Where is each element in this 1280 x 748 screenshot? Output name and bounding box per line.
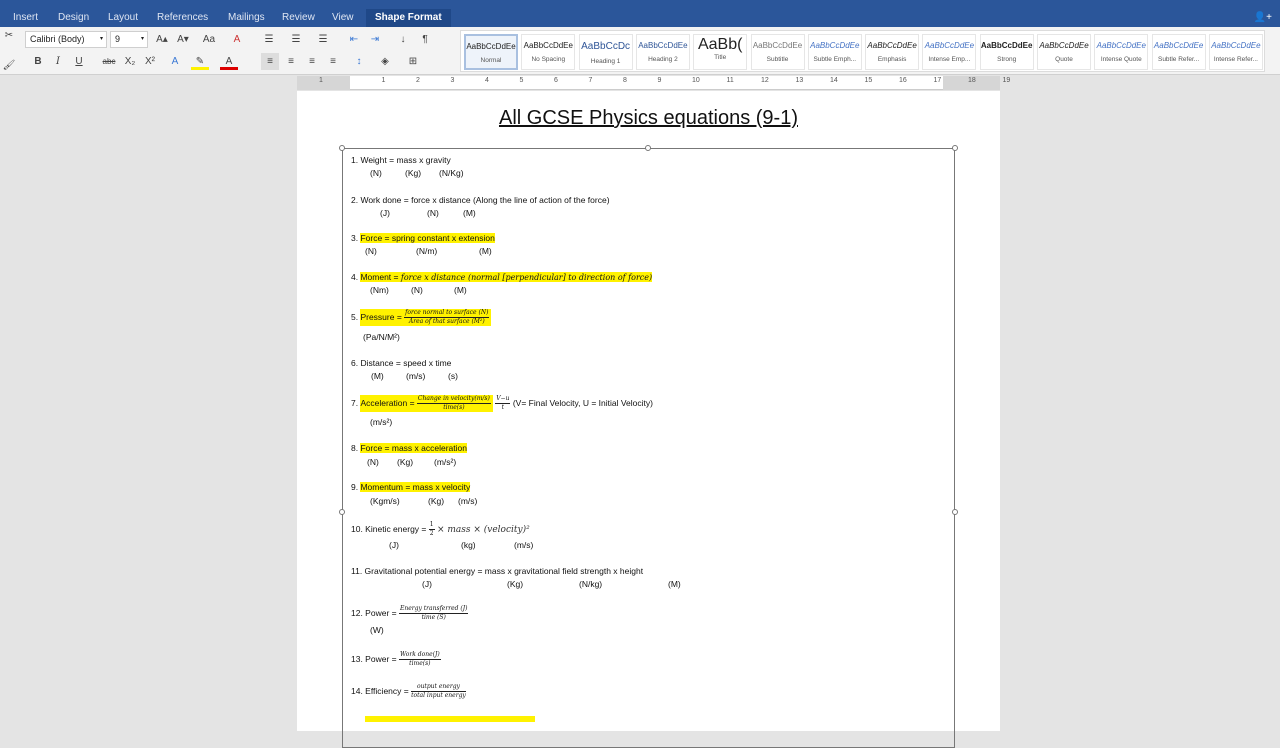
unit: (M) bbox=[479, 246, 492, 256]
tab-layout[interactable]: Layout bbox=[108, 12, 139, 23]
unit: (M) bbox=[463, 208, 476, 218]
style-sample: AaBbCcDdEe bbox=[810, 41, 860, 50]
ruler-number: 5 bbox=[519, 77, 524, 84]
ruler-number: 3 bbox=[450, 77, 455, 84]
unit: (N/Kg) bbox=[439, 168, 464, 178]
equation-work-done: 2. Work done = force x distance (Along the line of action of the force) bbox=[351, 195, 610, 205]
unit: (m/s²) bbox=[434, 457, 457, 467]
style-intense-quote[interactable] bbox=[1094, 34, 1148, 70]
unit: (N) bbox=[427, 208, 439, 218]
multilevel-list-icon[interactable]: ☰ bbox=[318, 34, 328, 45]
style-no-spacing[interactable] bbox=[521, 34, 575, 70]
align-right-icon[interactable]: ≡ bbox=[309, 56, 315, 67]
style-subtle-refer[interactable] bbox=[1152, 34, 1206, 70]
equation-power-energy: 12. Power = $\frac{\text{Energy transferred (J)}}{\text{time (S)}}$ bbox=[351, 605, 468, 621]
unit: (m/s) bbox=[458, 496, 478, 506]
ruler-number: 11 bbox=[726, 77, 734, 84]
ruler-number: 16 bbox=[899, 77, 907, 84]
tab-shape-format[interactable]: Shape Format bbox=[366, 9, 451, 27]
style-name: Quote bbox=[1055, 56, 1073, 63]
text-effects-icon[interactable]: A bbox=[171, 56, 179, 67]
unit: (N) bbox=[370, 168, 382, 178]
unit: (J) bbox=[422, 579, 432, 589]
equation-acceleration: 7. Acceleration = $\frac{\text{Change in velocity(m/s)}}{\text{time(s)}}$ $\frac{V-u}{t}$ (V= Final Velocity, U = Initial Velocity) bbox=[351, 395, 653, 411]
borders-icon[interactable]: ⊞ bbox=[408, 56, 418, 67]
ruler-number: 18 bbox=[968, 77, 976, 84]
style-sample: AaBbCcDdEe bbox=[867, 41, 917, 50]
tab-mailings[interactable]: Mailings bbox=[228, 12, 265, 23]
ribbon-tab-bar bbox=[0, 0, 1280, 27]
style-sample: AaBbCcDdEe bbox=[523, 41, 573, 50]
superscript-button[interactable]: X² bbox=[145, 56, 155, 67]
style-name: Intense Refer... bbox=[1213, 56, 1258, 63]
unit: (Kgm/s) bbox=[370, 496, 400, 506]
justify-icon[interactable]: ≡ bbox=[330, 56, 336, 67]
sort-icon[interactable]: ↓ bbox=[400, 34, 406, 45]
increase-indent-icon[interactable]: ⇥ bbox=[370, 34, 380, 45]
unit: (kg) bbox=[461, 540, 476, 550]
strikethrough-button[interactable]: abc bbox=[102, 57, 116, 66]
equation-moment: 4. Moment = force x distance (normal [perpendicular] to direction of force) bbox=[351, 272, 653, 282]
document-title: All GCSE Physics equations (9-1) bbox=[498, 107, 798, 129]
style-name: Subtle Refer... bbox=[1157, 56, 1200, 63]
style-subtitle[interactable] bbox=[751, 34, 805, 70]
highlight-icon[interactable]: ✎ bbox=[191, 53, 209, 70]
tab-design[interactable]: Design bbox=[58, 12, 90, 23]
resize-handle[interactable] bbox=[952, 145, 958, 151]
style-title[interactable] bbox=[693, 34, 747, 70]
unit: (N) bbox=[367, 457, 379, 467]
tab-review[interactable]: Review bbox=[282, 12, 315, 23]
ruler-number: 13 bbox=[795, 77, 804, 84]
equation-spring-force: 3. Force = spring constant x extension bbox=[351, 233, 495, 243]
clear-formatting-icon[interactable]: A bbox=[233, 34, 241, 45]
subscript-button[interactable]: X₂ bbox=[124, 56, 136, 67]
font-color-icon[interactable]: A bbox=[220, 53, 238, 70]
unit: (M) bbox=[371, 371, 384, 381]
resize-handle[interactable] bbox=[339, 145, 345, 151]
unit: (s) bbox=[448, 371, 458, 381]
style-sample: AaBbCcDc bbox=[581, 41, 631, 52]
unit: (J) bbox=[380, 208, 390, 218]
ruler-number: 7 bbox=[588, 77, 593, 84]
equation-gpe: 11. Gravitational potential energy = mass x gravitational field strength x height bbox=[351, 566, 644, 576]
style-sample: AaBbCcDdEe bbox=[1039, 41, 1089, 50]
ruler-number: 9 bbox=[657, 77, 662, 84]
style-sample: AaBbCcDdEe bbox=[1211, 41, 1261, 50]
cut-icon[interactable]: ✂ bbox=[4, 30, 14, 41]
tab-references[interactable]: References bbox=[157, 12, 209, 23]
shading-icon[interactable]: ◈ bbox=[381, 56, 389, 67]
equation-momentum: 9. Momentum = mass x velocity bbox=[351, 482, 471, 492]
style-strong[interactable] bbox=[980, 34, 1034, 70]
style-intense-emp[interactable] bbox=[922, 34, 976, 70]
equation-pressure: 5. Pressure = $\frac{\text{force normal to surface (N)}}{\text{Area of that surface (M²)}}$ bbox=[351, 309, 491, 326]
ruler-number: 6 bbox=[554, 77, 558, 84]
style-name: No Spacing bbox=[531, 56, 566, 63]
numbering-icon[interactable]: ☰ bbox=[291, 34, 301, 45]
equation-distance: 6. Distance = speed x time bbox=[351, 358, 452, 368]
unit: (M) bbox=[454, 285, 467, 295]
style-normal[interactable] bbox=[464, 34, 518, 70]
equation-efficiency: 14. Efficiency = $\frac{\text{output energy}}{\text{total input energy}}$ bbox=[351, 683, 466, 699]
styles-gallery bbox=[460, 30, 1265, 72]
change-case-icon[interactable]: Aa bbox=[202, 34, 216, 45]
style-name: Heading 1 bbox=[590, 58, 621, 65]
style-name: Emphasis bbox=[877, 56, 907, 63]
unit: (J) bbox=[389, 540, 399, 550]
style-name: Normal bbox=[480, 57, 502, 64]
style-name: Intense Quote bbox=[1100, 56, 1142, 63]
style-sample: AaBbCcDdEe bbox=[980, 41, 1033, 50]
ruler-number: 1 bbox=[319, 77, 323, 84]
decrease-indent-icon[interactable]: ⇤ bbox=[349, 34, 359, 45]
resize-handle[interactable] bbox=[339, 509, 345, 515]
equation-force-mass: 8. Force = mass x acceleration bbox=[351, 443, 467, 453]
document-page[interactable] bbox=[297, 91, 1000, 731]
bold-button[interactable]: B bbox=[34, 56, 42, 67]
ruler-number: 10 bbox=[692, 77, 700, 84]
style-subtle-emph[interactable] bbox=[808, 34, 862, 70]
highlighted-text-partial bbox=[365, 716, 535, 722]
line-spacing-icon[interactable]: ↕ bbox=[356, 56, 362, 67]
tab-insert[interactable]: Insert bbox=[13, 12, 39, 23]
style-sample: AaBbCcDdEe bbox=[752, 41, 803, 50]
style-sample: AaBbCcDdEe bbox=[1153, 41, 1204, 50]
style-heading[interactable] bbox=[636, 34, 690, 70]
underline-button[interactable]: U bbox=[75, 56, 83, 67]
share-icon[interactable]: 👤+ bbox=[1253, 12, 1272, 23]
unit: (W) bbox=[370, 625, 384, 635]
unit: (N) bbox=[365, 246, 377, 256]
unit: (Kg) bbox=[428, 496, 445, 506]
ruler-number: 15 bbox=[864, 77, 873, 84]
style-name: Strong bbox=[997, 56, 1017, 63]
style-sample: AaBbCcDdEe bbox=[466, 42, 516, 51]
unit: (Kg) bbox=[397, 457, 414, 467]
unit: (m/s²) bbox=[370, 417, 393, 427]
ruler-number: 4 bbox=[485, 77, 489, 84]
ruler-number: 19 bbox=[1002, 77, 1011, 84]
ruler-number: 12 bbox=[761, 77, 769, 84]
style-heading[interactable] bbox=[579, 34, 633, 70]
show-formatting-button[interactable]: ¶ bbox=[422, 34, 428, 45]
shrink-font-icon[interactable]: A▾ bbox=[177, 34, 189, 45]
ruler-number: 17 bbox=[933, 77, 942, 84]
resize-handle[interactable] bbox=[952, 509, 958, 515]
style-name: Subtitle bbox=[766, 56, 789, 63]
unit: (M) bbox=[668, 579, 681, 589]
unit: (Kg) bbox=[507, 579, 524, 589]
font-name-select[interactable]: Calibri (Body) ▾ bbox=[25, 31, 107, 48]
format-painter-icon[interactable]: 🖌 bbox=[2, 60, 16, 71]
style-name: Heading 2 bbox=[648, 56, 678, 63]
resize-handle[interactable] bbox=[645, 145, 651, 151]
ruler-number: 2 bbox=[416, 77, 420, 84]
horizontal-ruler[interactable] bbox=[297, 76, 1011, 90]
style-intense-refer[interactable] bbox=[1209, 34, 1263, 70]
bullets-icon[interactable]: ☰ bbox=[264, 34, 274, 45]
grow-font-icon[interactable]: A▴ bbox=[156, 34, 168, 45]
style-name: Subtle Emph... bbox=[813, 56, 857, 63]
style-emphasis[interactable] bbox=[865, 34, 919, 70]
unit: (Nm) bbox=[370, 285, 389, 295]
font-size-select[interactable]: 9 ▾ bbox=[110, 31, 148, 48]
equation-weight: 1. Weight = mass x gravity bbox=[351, 155, 451, 165]
unit: (Kg) bbox=[405, 168, 422, 178]
tab-view[interactable]: View bbox=[332, 12, 354, 23]
unit: (Pa/N/M²) bbox=[363, 332, 400, 342]
ruler-number: 8 bbox=[623, 77, 627, 84]
italic-button[interactable]: I bbox=[56, 56, 60, 67]
style-sample: AaBbCcDdEe bbox=[924, 41, 975, 50]
align-center-icon[interactable]: ≡ bbox=[288, 56, 294, 67]
unit: (m/s) bbox=[514, 540, 534, 550]
style-sample: AaBb( bbox=[697, 36, 743, 53]
align-left-icon[interactable]: ≡ bbox=[261, 53, 279, 70]
style-name: Intense Emp... bbox=[928, 56, 971, 63]
unit: (m/s) bbox=[406, 371, 426, 381]
equation-kinetic-energy: 10. Kinetic energy = $\frac{1}{2}$ × mass × (velocity)² bbox=[351, 521, 530, 537]
ruler-number: 14 bbox=[830, 77, 838, 84]
ruler-number: 1 bbox=[381, 77, 386, 84]
unit: (N) bbox=[411, 285, 423, 295]
unit: (N/m) bbox=[416, 246, 438, 256]
style-quote[interactable] bbox=[1037, 34, 1091, 70]
style-name: Title bbox=[714, 54, 727, 61]
equation-power-work: 13. Power = $\frac{\text{Work done(J)}}{\text{time(s)}}$ bbox=[351, 651, 440, 667]
style-sample: AaBbCcDdEe bbox=[638, 41, 688, 50]
style-sample: AaBbCcDdEe bbox=[1096, 41, 1146, 50]
unit: (N/kg) bbox=[579, 579, 603, 589]
